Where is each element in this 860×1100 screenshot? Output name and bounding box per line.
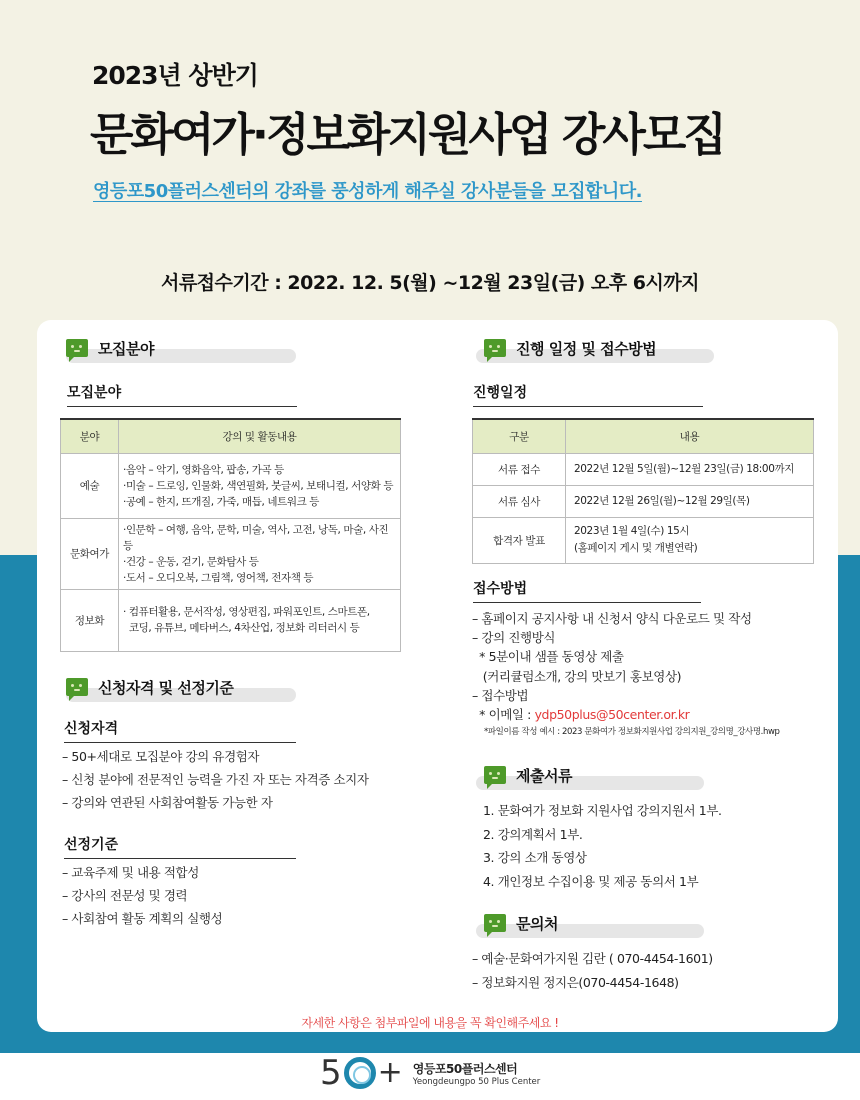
table-cell-key: 서류 심사: [473, 485, 566, 517]
logo-five: 5: [320, 1053, 342, 1093]
table-row: [61, 518, 401, 589]
email-link[interactable]: ydp50plus@50center.or.kr: [534, 707, 690, 723]
list-item: ·공예 – 한지, 뜨개질, 가죽, 매듭, 네트워크 등: [123, 495, 319, 508]
speech-bubble-icon: [66, 678, 88, 696]
table-cell-value: 2023년 1월 4일(수) 15시 (홈페이지 게시 및 개별연락): [566, 517, 814, 563]
tagline: 영등포50플러스센터의 강좌를 풍성하게 해주실 강사분들을 모집합니다.: [93, 181, 642, 202]
table-row: [473, 517, 814, 563]
method-subhead: 접수방법: [473, 578, 701, 603]
section-schedule-header: [484, 335, 714, 361]
list-item: 1. 문화여가 정보화 지원사업 강의지원서 1부.: [483, 803, 722, 818]
table-cell-content: [119, 453, 401, 518]
section-title: 모집분야: [98, 339, 154, 358]
table-cell-key: 합격자 발표: [473, 517, 566, 563]
table-cell-value: 2022년 12월 26일(월)~12월 29일(목): [566, 485, 814, 517]
section-title: 문의처: [516, 914, 558, 933]
logo-mark: [320, 1053, 413, 1093]
table-row: [61, 589, 401, 651]
list-item: ·미술 – 드로잉, 인물화, 색연필화, 붓글씨, 보태니컬, 서양화 등: [123, 479, 394, 492]
list-item: ·도서 – 오디오북, 그림책, 영어책, 전자책 등: [123, 571, 314, 584]
criteria-list: [62, 861, 222, 930]
table-row: [473, 485, 814, 517]
contact-list: [472, 947, 713, 995]
list-item: ·인문학 – 여행, 음악, 문학, 미술, 역사, 고전, 낭독, 마술, 사진 등: [123, 523, 389, 552]
table-row: [61, 453, 401, 518]
list-item: ·건강 – 운동, 걷기, 문화탐사 등: [123, 555, 259, 568]
section-contact-header: [484, 910, 704, 936]
attachment-notice: 자세한 사항은 첨부파일에 내용을 꼭 확인해주세요 !: [301, 1016, 559, 1030]
email-line: [472, 705, 780, 724]
table-cell-field: 정보화: [61, 589, 119, 651]
page-title: 문화여가·정보화지원사업 강사모집: [90, 108, 724, 161]
table-cell-value: 2022년 12월 5일(월)~12월 23일(금) 18:00까지: [566, 453, 814, 485]
list-item: – 예술·문화여가지원 김란 ( 070-4454-1601): [472, 951, 713, 966]
footer-divider: [0, 1050, 860, 1053]
table-cell-field: 문화여가: [61, 518, 119, 589]
logo-plus: +: [377, 1055, 403, 1090]
section-title: 제출서류: [516, 766, 572, 785]
list-item: – 정보화지원 정지은(070-4454-1648): [472, 975, 679, 990]
table-cell-field: 예술: [61, 453, 119, 518]
section-documents-header: [484, 762, 704, 788]
table-cell-content: [119, 589, 401, 651]
list-item: – 강사의 전문성 및 경력: [62, 888, 188, 903]
list-item: 4. 개인정보 수집이용 및 제공 동의서 1부: [483, 873, 699, 889]
list-item: – 접수방법: [472, 687, 529, 703]
qualification-subhead: 신청자격: [64, 718, 296, 743]
list-item: · 컴퓨터활용, 문서작성, 영상편집, 파워포인트, 스마트폰,: [123, 606, 370, 618]
email-label: * 이메일 :: [472, 707, 535, 723]
section-recruit-header: [66, 335, 296, 361]
ring-icon: [344, 1057, 376, 1089]
list-item: – 강의 진행방식: [472, 630, 556, 646]
list-item: * 5분이내 샘플 동영상 제출: [472, 649, 624, 665]
section-pill: [476, 776, 704, 790]
speech-bubble-icon: [66, 339, 88, 357]
list-item: 2. 강의계획서 1부.: [483, 826, 583, 842]
schedule-table: [472, 418, 814, 564]
table-header: 분야: [61, 419, 119, 453]
list-item: 코딩, 유튜브, 메타버스, 4차산업, 정보화 리터러시 등: [123, 622, 360, 634]
list-item: 3. 강의 소개 동영상: [483, 850, 587, 865]
method-list: [472, 609, 780, 740]
criteria-subhead: 선정기준: [64, 834, 296, 859]
list-item: – 사회참여 활동 계획의 실행성: [62, 911, 223, 926]
org-name-korean: 영등포50플러스센터: [412, 1061, 518, 1076]
application-period: 서류접수기간 : 2022. 12. 5(월) ~12월 23일(금) 오후 6시까지: [160, 272, 700, 294]
list-item: ·음악 – 악기, 영화음악, 팝송, 가곡 등: [123, 463, 284, 476]
recruit-table: [60, 418, 401, 652]
section-title: 진행 일정 및 접수방법: [516, 339, 657, 358]
logo-text: [413, 1060, 541, 1087]
table-header: 강의 및 활동내용: [119, 419, 401, 453]
table-header-row: [473, 419, 814, 453]
list-item: (커리큘럼소개, 강의 맛보기 홍보영상): [472, 668, 682, 684]
speech-bubble-icon: [484, 339, 506, 357]
table-row: [473, 453, 814, 485]
org-name-english: Yeongdeungpo 50 Plus Center: [412, 1076, 541, 1087]
table-cell-content: [119, 518, 401, 589]
section-title: 신청자격 및 선정기준: [98, 678, 234, 697]
center-logo: [320, 1053, 541, 1093]
section-eligibility-header: [66, 674, 296, 700]
list-item: – 강의와 연관된 사회참여활동 가능한 자: [62, 795, 273, 810]
table-header-row: [61, 419, 401, 453]
schedule-subhead: 진행일정: [473, 382, 703, 407]
table-header: 구분: [473, 419, 566, 453]
list-item: – 교육주제 및 내용 적합성: [62, 865, 199, 880]
file-name-note: *파일이름 작성 예시 : 2023 문화여가 정보화지원사업 강의지원_강의명_강사명.hwp: [484, 727, 780, 738]
list-item: – 50+세대로 모집분야 강의 유경험자: [62, 749, 260, 764]
list-item: – 신청 분야에 전문적인 능력을 가진 자 또는 자격증 소지자: [62, 772, 369, 787]
section-pill: [476, 924, 704, 938]
header-subtitle: 2023년 상반기: [92, 61, 258, 90]
table-cell-key: 서류 접수: [473, 453, 566, 485]
list-item: – 홈페이지 공지사항 내 신청서 양식 다운로드 및 작성: [472, 611, 752, 626]
speech-bubble-icon: [484, 766, 506, 784]
recruit-subhead: 모집분야: [67, 382, 297, 407]
table-header: 내용: [566, 419, 814, 453]
documents-list: [483, 799, 722, 893]
qualification-list: [62, 745, 369, 814]
speech-bubble-icon: [484, 914, 506, 932]
